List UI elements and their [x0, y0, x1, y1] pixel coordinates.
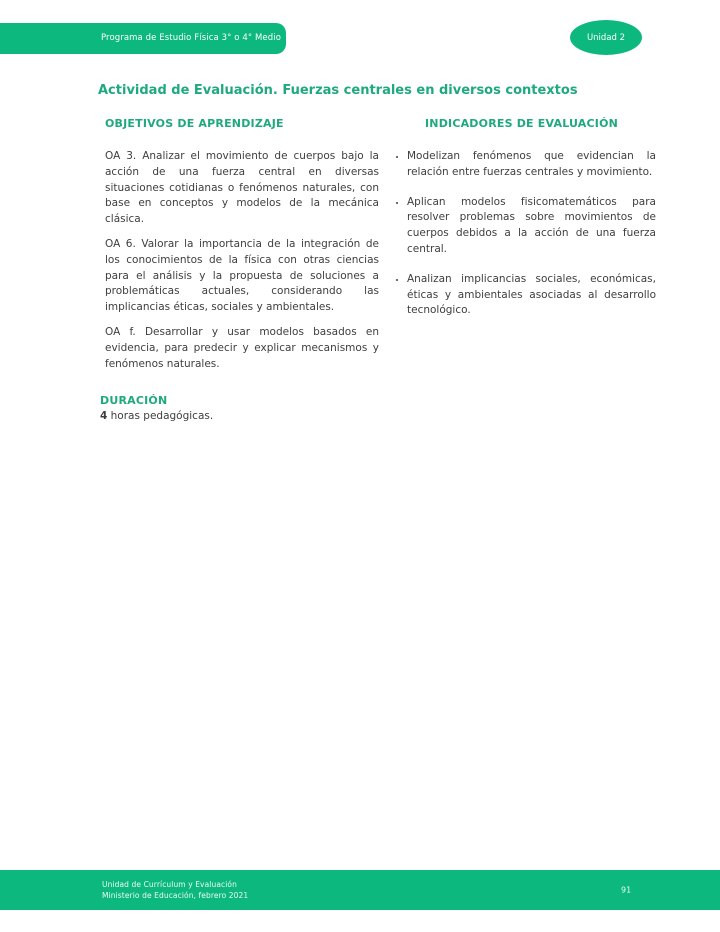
objectives-column — [105, 117, 379, 381]
objective-paragraph-oaf: OA f. Desarrollar y usar modelos basados en evidencia, para predecir y explicar mecanismos y fenómenos naturales. — [105, 325, 379, 370]
unit-badge — [570, 20, 642, 55]
indicators-column — [390, 117, 656, 333]
footer-line-1: Unidad de Currículum y Evaluación — [102, 880, 237, 889]
objectives-heading: OBJETIVOS DE APRENDIZAJE — [105, 117, 284, 130]
program-badge — [0, 23, 286, 54]
indicator-item: • Analizan implicancias sociales, económicas, éticas y ambientales asociadas al desarrollo tecnológico. — [407, 272, 656, 319]
indicator-item: • Modelizan fenómenos que evidencian la relación entre fuerzas centrales y movimiento. — [407, 149, 656, 181]
duration-hours-text: horas pedagógicas. — [107, 410, 214, 422]
duration-section — [100, 394, 213, 422]
unit-badge-label: Unidad 2 — [586, 32, 626, 43]
footer-bar — [0, 870, 720, 910]
indicators-list — [390, 149, 656, 319]
footer-line-2: Ministerio de Educación, febrero 2021 — [102, 891, 249, 900]
indicator-item: • Aplican modelos fisicomatemáticos para resolver problemas sobre movimientos de cuerpos debidos a la acción de una fuerza central. — [407, 195, 656, 258]
page-number: 91 — [621, 885, 632, 895]
objective-paragraph-oa6: OA 6. Valorar la importancia de la integración de los conocimientos de la física con otras ciencias para el análisis y la propuesta de soluciones a problemáticas actuales, considerando las implicancias éticas, sociales y ambientales. — [105, 237, 379, 314]
page-title: Actividad de Evaluación. Fuerzas centrales en diversos contextos — [98, 83, 578, 98]
objective-paragraph-oa3: OA 3. Analizar el movimiento de cuerpos bajo la acción de una fuerza central en diversas situaciones cotidianas o fenómenos naturales, con base en conceptos y modelos de la mecánica clásica. — [105, 150, 379, 226]
duration-heading: DURACIÓN — [100, 394, 168, 407]
program-badge-label: Programa de Estudio Física 3° o 4° Medio — [100, 33, 282, 43]
duration-hours-number: 4 — [100, 410, 108, 422]
footer-credits — [102, 879, 248, 901]
indicators-heading: INDICADORES DE EVALUACIÓN — [425, 117, 619, 130]
duration-value — [100, 410, 213, 422]
